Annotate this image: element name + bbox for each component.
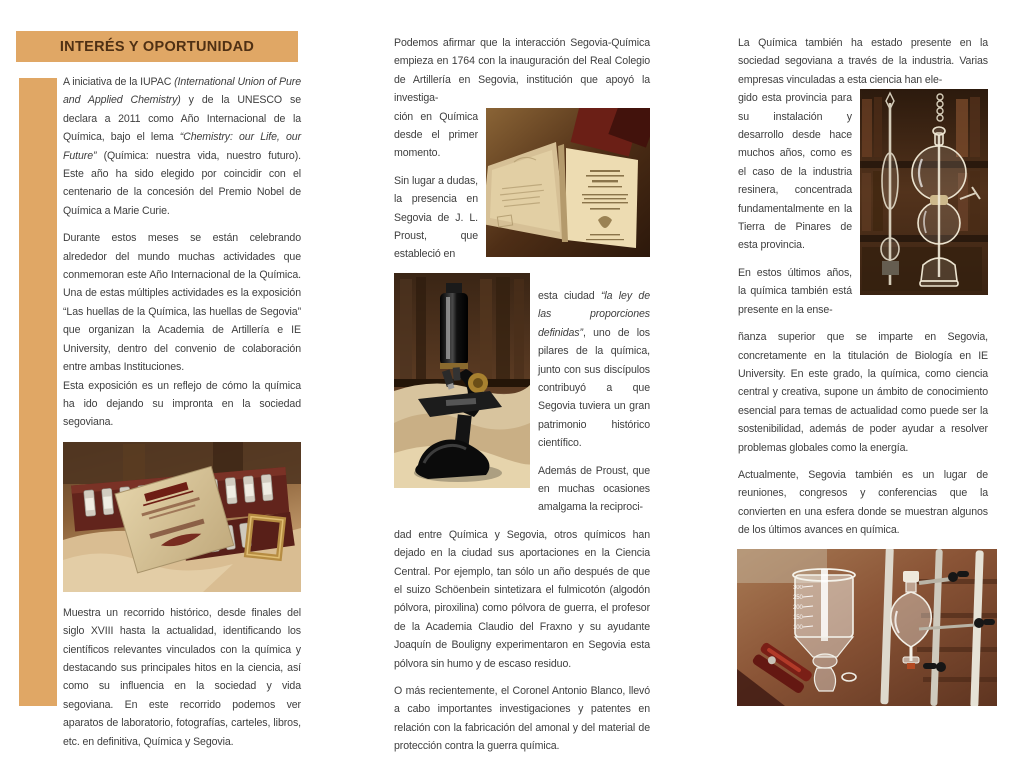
photo-microscope-illustration bbox=[394, 273, 530, 488]
narrow-text-left bbox=[394, 108, 478, 264]
photo-glass-flasks bbox=[860, 89, 988, 295]
italic-text-run: “la ley de las proporciones definidas” bbox=[538, 289, 650, 339]
paragraph: Podemos afirmar que la interacción Segovia-Química empieza en 1764 con la inauguración del Real Colegio de Artillería en Segovia, institución que apoyó la investiga- bbox=[394, 37, 650, 105]
paragraph bbox=[538, 287, 650, 453]
paragraph: ción en Química desde el primer momento. bbox=[394, 110, 478, 160]
photo-lab-glassware-illustration bbox=[737, 549, 997, 706]
paragraph: En estos últimos años, la química también está presente en la ense- bbox=[738, 266, 852, 316]
text-run: , uno de los pilares de la química, junto con sus discípulos contribuyó a que Segovia tuviera un gran patrimonio histórico científico. bbox=[538, 326, 650, 450]
paragraph: dad entre Química y Segovia, otros químicos han dejado en la ciudad sus aportaciones en la Ciencia Central. Por ejemplo, tan sólo un año después de que el suizo Schöenbein sintetizara el fulmicotón (algodón pólvora, piroxilina) como pólvora de guerra, el profesor de la Academia Claudio del Fraxno y su ayudante Joaquín de Bouligny experimentaron en Segovia esta pólvora sin humo y de escaso residuo. bbox=[394, 528, 650, 670]
paragraph: Durante estos meses se están celebrando alrededor del mundo muchas actividades que conmemoran este Año Internacional de la Química. Una de estas múltiples actividades es la exposición “Las huellas de la Química, las huellas de Segovia” que organizan la Academia de Artillería e IE University, dentro del convenio de colaboración entre ambas Instituciones. bbox=[63, 232, 301, 374]
text-run: y de la UNESCO se declara a 2011 como Año Internacional de la Química, bajo el lema bbox=[63, 94, 302, 144]
left-accent-bar bbox=[19, 78, 57, 706]
photo-microscope bbox=[394, 273, 530, 488]
italic-text-run: “Chemistry: our Life, our Future” bbox=[63, 131, 302, 162]
paragraph: La Química también ha estado presente en la sociedad segoviana a través de la industria. Varias empresas vinculadas a esta ciencia han ele- bbox=[738, 37, 988, 86]
paragraph bbox=[63, 73, 301, 220]
photo-vials-box-illustration bbox=[63, 442, 301, 592]
paragraph: Actualmente, Segovia también es un lugar de reuniones, congresos y conferencias que la convierten en una esfera donde se muestran algunos de los últimos avances en química. bbox=[738, 468, 988, 537]
paragraph: ñanza superior que se imparte en Segovia, concretamente en la titulación de Biología en IE University. En este grado, la química, como ciencia central y creativa, supone un ámbito de conocimiento esencial para temas de actualidad como puede ser la sostenibilidad, además de poder ayudar a resolver problemas globales como la energía. bbox=[738, 331, 988, 454]
text-wrap-row-microscope bbox=[394, 273, 650, 517]
narrow-text-left bbox=[738, 89, 852, 319]
text-run: (Química: nuestra vida, nuestro futuro). Este año ha sido elegido por coincidir con el centenario de la concesión del Premio Nobel de Química a Marie Curie. bbox=[63, 149, 301, 217]
paragraph: Esta exposición es un reflejo de cómo la química ha ido dejando su impronta en la sociedad segoviana. bbox=[63, 379, 301, 429]
scale-mark: 300 bbox=[793, 584, 803, 591]
page-title: INTERÉS Y OPORTUNIDAD bbox=[59, 38, 255, 55]
paragraph: gido esta provincia para su instalación y desarrollo desde hace muchos años, como es el caso de la industria resinera, concentrada fundamentalmente en la Tierra de Pinares de esta provincia. bbox=[738, 92, 852, 252]
scale-mark: 100 bbox=[793, 624, 803, 631]
scale-mark: 150 bbox=[793, 614, 803, 621]
narrow-text-right bbox=[538, 273, 650, 517]
scale-mark: 200 bbox=[793, 604, 803, 611]
text-run: esta ciudad bbox=[538, 289, 601, 302]
paragraph: Muestra un recorrido histórico, desde finales del siglo XVIII hasta la actualidad, identificando los científicos relevantes vinculados con la química y destacando sus principales hitos en la ciencia, así como su influencia en la sociedad y vida segoviana. En este recorrido podemos ver aparatos de laboratorio, fotografías, carteles, libros, etc. en definitiva, Química y Segovia. bbox=[63, 606, 301, 748]
photo-old-book bbox=[486, 108, 650, 257]
text-run: A iniciativa de la IUPAC bbox=[63, 76, 175, 88]
italic-text-run: (International Union of Pure and Applied Chemistry) bbox=[63, 76, 301, 107]
photo-glass-flasks-illustration bbox=[860, 89, 988, 295]
column-3 bbox=[738, 34, 988, 706]
section-header-bar bbox=[16, 31, 298, 62]
paragraph: Además de Proust, que en muchas ocasiones amalgama la reciproci- bbox=[538, 464, 650, 514]
scale-mark: 250 bbox=[793, 594, 803, 601]
photo-lab-glassware bbox=[737, 549, 988, 706]
photo-vials-box bbox=[63, 442, 301, 592]
photo-old-book-illustration bbox=[486, 108, 650, 257]
paragraph: O más recientemente, el Coronel Antonio Blanco, llevó a cabo importantes investigaciones y patentes en relación con la fabricación del amonal y del material de protección contra la guerra química. bbox=[394, 685, 650, 753]
column-1 bbox=[63, 73, 301, 760]
text-wrap-row-flasks bbox=[738, 89, 988, 319]
column-2 bbox=[394, 34, 650, 765]
paragraph: Sin lugar a dudas, la presencia en Segovia de J. L. Proust, que estableció en bbox=[394, 174, 478, 261]
text-wrap-row-book bbox=[394, 108, 650, 264]
